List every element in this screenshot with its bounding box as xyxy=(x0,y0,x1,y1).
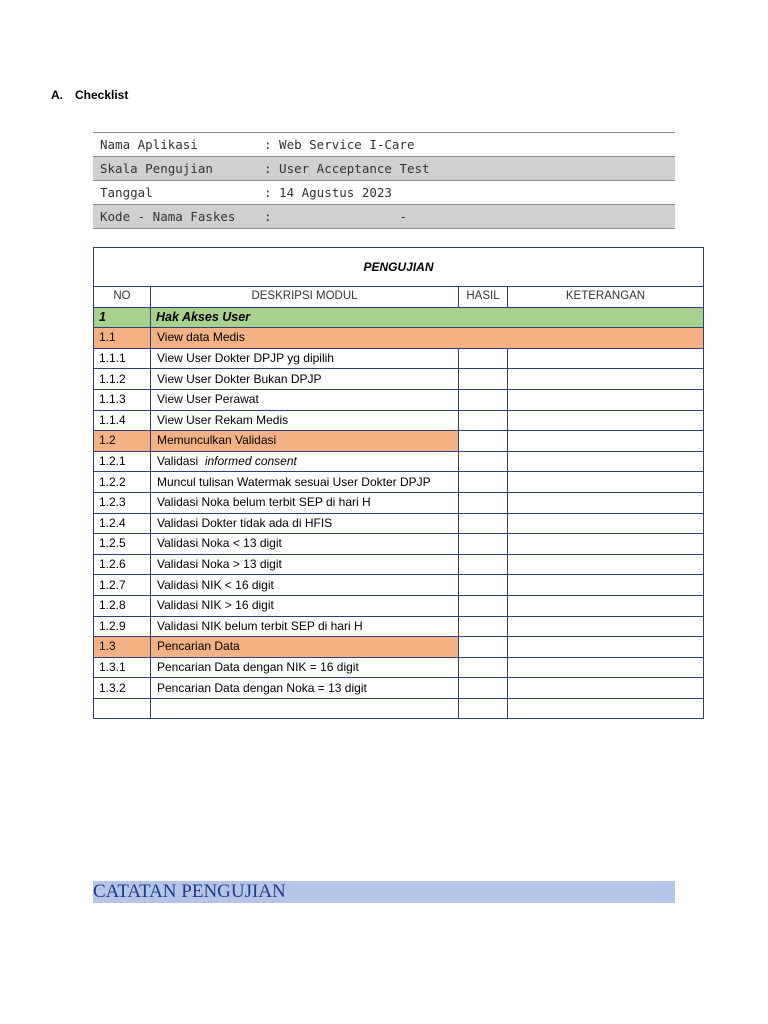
keterangan-cell[interactable] xyxy=(508,534,704,555)
row-description xyxy=(151,492,459,513)
column-no: NO xyxy=(94,287,151,308)
row-number xyxy=(94,698,151,719)
column-header-row xyxy=(94,287,704,308)
keterangan-cell[interactable] xyxy=(508,431,704,452)
row-description xyxy=(151,410,459,431)
keterangan-cell[interactable] xyxy=(508,616,704,637)
info-row xyxy=(93,181,675,205)
row-description-text: View data Medis xyxy=(157,330,245,345)
keterangan-cell[interactable] xyxy=(508,513,704,534)
checklist-title: PENGUJIAN xyxy=(94,248,704,287)
keterangan-cell[interactable] xyxy=(508,595,704,616)
keterangan-cell[interactable] xyxy=(508,492,704,513)
row-description-text: Memunculkan Validasi xyxy=(157,433,277,448)
row-description xyxy=(151,348,459,369)
row-description xyxy=(151,369,459,390)
column-keterangan: KETERANGAN xyxy=(508,287,704,308)
row-description xyxy=(151,328,704,349)
keterangan-cell[interactable] xyxy=(508,472,704,493)
row-description xyxy=(151,554,459,575)
row-description xyxy=(151,678,459,699)
checklist-subsection-row xyxy=(94,328,704,349)
checklist-item-row xyxy=(94,534,704,555)
section-row xyxy=(94,307,704,328)
section-no: 1 xyxy=(94,307,151,328)
info-label: Skala Pengujian xyxy=(93,157,257,181)
row-description-text: Validasi Noka > 13 digit xyxy=(157,557,282,572)
row-description xyxy=(151,637,459,658)
row-description-text: Validasi NIK > 16 digit xyxy=(157,598,274,613)
heading-text: Checklist xyxy=(75,88,129,102)
row-number: 1.1.3 xyxy=(94,389,151,410)
checklist-item-row xyxy=(94,554,704,575)
checklist-item-row xyxy=(94,616,704,637)
checklist-item-row xyxy=(94,698,704,719)
info-row xyxy=(93,157,675,181)
row-description-text: Validasi Noka belum terbit SEP di hari H xyxy=(157,495,371,510)
checklist-item-row xyxy=(94,389,704,410)
row-description-text: View User Rekam Medis xyxy=(157,412,289,427)
keterangan-cell[interactable] xyxy=(508,698,704,719)
info-row xyxy=(93,133,675,157)
checklist-item-row xyxy=(94,410,704,431)
hasil-cell[interactable] xyxy=(459,472,508,493)
heading-letter: A. xyxy=(51,88,63,102)
row-number: 1.3.1 xyxy=(94,657,151,678)
row-description-italic: informed consent xyxy=(204,454,297,469)
row-number: 1.2.1 xyxy=(94,451,151,472)
checklist-heading xyxy=(51,88,128,102)
checklist-item-row xyxy=(94,678,704,699)
hasil-cell[interactable] xyxy=(459,698,508,719)
row-description xyxy=(151,389,459,410)
checklist-item-row xyxy=(94,472,704,493)
row-description-text: Pencarian Data dengan NIK = 16 digit xyxy=(157,659,359,674)
row-description xyxy=(151,595,459,616)
column-desc: DESKRIPSI MODUL xyxy=(151,287,459,308)
row-description xyxy=(151,431,459,452)
info-label: Nama Aplikasi xyxy=(93,133,257,157)
row-description xyxy=(151,451,459,472)
hasil-cell[interactable] xyxy=(459,534,508,555)
catatan-heading: CATATAN PENGUJIAN xyxy=(93,881,675,903)
hasil-cell[interactable] xyxy=(459,616,508,637)
info-value: : - xyxy=(257,205,675,229)
hasil-cell[interactable] xyxy=(459,389,508,410)
row-description xyxy=(151,534,459,555)
row-description xyxy=(151,513,459,534)
info-value: : 14 Agustus 2023 xyxy=(257,181,675,205)
info-value: : User Acceptance Test xyxy=(257,157,675,181)
hasil-cell[interactable] xyxy=(459,492,508,513)
row-description-text: Muncul tulisan Watermak sesuai User Dokter DPJP xyxy=(157,474,431,489)
hasil-cell[interactable] xyxy=(459,348,508,369)
info-row xyxy=(93,205,675,229)
row-number: 1.1.2 xyxy=(94,369,151,390)
row-description xyxy=(151,472,459,493)
row-description-text: Validasi Dokter tidak ada di HFIS xyxy=(157,515,333,530)
hasil-cell[interactable] xyxy=(459,678,508,699)
row-number: 1.3.2 xyxy=(94,678,151,699)
keterangan-cell[interactable] xyxy=(508,575,704,596)
hasil-cell[interactable] xyxy=(459,575,508,596)
row-description-text: View User Dokter DPJP yg dipilih xyxy=(157,351,334,366)
row-number: 1.2.6 xyxy=(94,554,151,575)
row-number: 1.2 xyxy=(94,431,151,452)
row-number: 1.2.3 xyxy=(94,492,151,513)
row-description-text: View User Perawat xyxy=(157,392,259,407)
row-description-text: View User Dokter Bukan DPJP xyxy=(157,371,322,386)
row-number: 1.2.5 xyxy=(94,534,151,555)
row-number: 1.2.7 xyxy=(94,575,151,596)
checklist-item-row xyxy=(94,492,704,513)
keterangan-cell[interactable] xyxy=(508,451,704,472)
row-description xyxy=(151,698,459,719)
row-description-text: Validasi xyxy=(157,454,199,469)
keterangan-cell[interactable] xyxy=(508,348,704,369)
checklist-title-row xyxy=(94,248,704,287)
checklist-item-row xyxy=(94,595,704,616)
row-description-text: Pencarian Data dengan Noka = 13 digit xyxy=(157,680,367,695)
row-number: 1.1.4 xyxy=(94,410,151,431)
row-description-text: Validasi NIK belum terbit SEP di hari H xyxy=(157,618,363,633)
row-number: 1.2.4 xyxy=(94,513,151,534)
column-hasil: HASIL xyxy=(459,287,508,308)
keterangan-cell[interactable] xyxy=(508,637,704,658)
checklist-subsection-row xyxy=(94,431,704,452)
row-number: 1.2.2 xyxy=(94,472,151,493)
row-number: 1.1.1 xyxy=(94,348,151,369)
checklist-item-row xyxy=(94,575,704,596)
row-description-text: Validasi NIK < 16 digit xyxy=(157,577,274,592)
row-description-text: Pencarian Data xyxy=(157,639,240,654)
checklist-item-row xyxy=(94,348,704,369)
keterangan-cell[interactable] xyxy=(508,657,704,678)
hasil-cell[interactable] xyxy=(459,595,508,616)
keterangan-cell[interactable] xyxy=(508,410,704,431)
keterangan-cell[interactable] xyxy=(508,389,704,410)
row-description xyxy=(151,575,459,596)
row-description xyxy=(151,616,459,637)
checklist-item-row xyxy=(94,451,704,472)
hasil-cell[interactable] xyxy=(459,369,508,390)
checklist-table xyxy=(93,247,704,719)
hasil-cell[interactable] xyxy=(459,637,508,658)
row-number: 1.2.8 xyxy=(94,595,151,616)
checklist-item-row xyxy=(94,369,704,390)
info-label: Tanggal xyxy=(93,181,257,205)
hasil-cell[interactable] xyxy=(459,513,508,534)
keterangan-cell[interactable] xyxy=(508,554,704,575)
row-number: 1.2.9 xyxy=(94,616,151,637)
keterangan-cell[interactable] xyxy=(508,678,704,699)
info-value: : Web Service I-Care xyxy=(257,133,675,157)
row-number: 1.1 xyxy=(94,328,151,349)
section-desc: Hak Akses User xyxy=(151,307,704,328)
keterangan-cell[interactable] xyxy=(508,369,704,390)
info-label: Kode - Nama Faskes xyxy=(93,205,257,229)
hasil-cell[interactable] xyxy=(459,554,508,575)
row-description xyxy=(151,657,459,678)
checklist-subsection-row xyxy=(94,637,704,658)
row-number: 1.3 xyxy=(94,637,151,658)
hasil-cell[interactable] xyxy=(459,431,508,452)
checklist-item-row xyxy=(94,513,704,534)
hasil-cell[interactable] xyxy=(459,451,508,472)
info-table xyxy=(93,132,675,229)
hasil-cell[interactable] xyxy=(459,657,508,678)
checklist-item-row xyxy=(94,657,704,678)
hasil-cell[interactable] xyxy=(459,410,508,431)
row-description-text: Validasi Noka < 13 digit xyxy=(157,536,282,551)
